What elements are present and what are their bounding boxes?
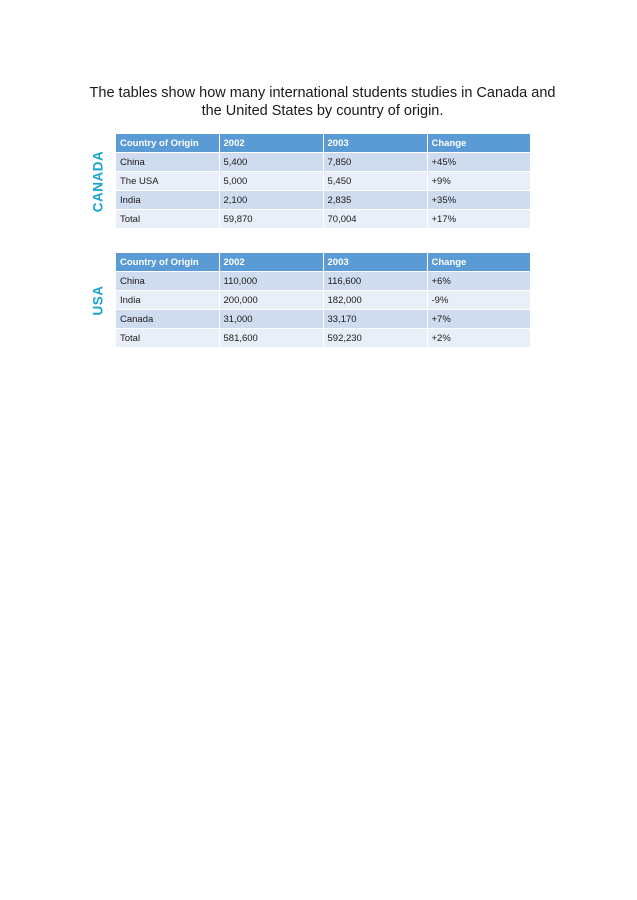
cell-2002: 31,000 — [219, 310, 323, 329]
header-2002: 2002 — [219, 253, 323, 272]
cell-country: Canada — [116, 310, 219, 329]
cell-2002: 581,600 — [219, 329, 323, 348]
header-country: Country of Origin — [116, 134, 219, 153]
cell-change: +6% — [427, 272, 530, 291]
cell-2003: 2,835 — [323, 191, 427, 210]
cell-2002: 200,000 — [219, 291, 323, 310]
usa-table — [116, 253, 530, 347]
cell-2003: 5,450 — [323, 172, 427, 191]
cell-change: +7% — [427, 310, 530, 329]
canada-table — [116, 134, 530, 228]
usa-side-label: USA — [90, 285, 106, 316]
cell-change: -9% — [427, 291, 530, 310]
cell-country: China — [116, 153, 219, 172]
table-row-total — [116, 329, 530, 348]
cell-2003: 7,850 — [323, 153, 427, 172]
cell-country: India — [116, 191, 219, 210]
cell-2003: 116,600 — [323, 272, 427, 291]
usa-section — [80, 253, 540, 348]
table-row-total — [116, 210, 530, 229]
cell-2002: 110,000 — [219, 272, 323, 291]
cell-change: +45% — [427, 153, 530, 172]
table-row — [116, 172, 530, 191]
page-title — [80, 84, 565, 120]
title-line-2: the United States by country of origin. — [201, 103, 444, 119]
cell-change: +9% — [427, 172, 530, 191]
table-row — [116, 153, 530, 172]
header-2003: 2003 — [323, 253, 427, 272]
table-header-row — [116, 134, 530, 153]
cell-2003: 592,230 — [323, 329, 427, 348]
cell-country: The USA — [116, 172, 219, 191]
table-row — [116, 310, 530, 329]
cell-2002: 59,870 — [219, 210, 323, 229]
cell-2003: 182,000 — [323, 291, 427, 310]
cell-country: India — [116, 291, 219, 310]
table-row — [116, 191, 530, 210]
header-change: Change — [427, 253, 530, 272]
header-change: Change — [427, 134, 530, 153]
header-2003: 2003 — [323, 134, 427, 153]
header-country: Country of Origin — [116, 253, 219, 272]
cell-2003: 70,004 — [323, 210, 427, 229]
canada-section — [80, 134, 540, 229]
table-header-row — [116, 253, 530, 272]
cell-2003: 33,170 — [323, 310, 427, 329]
table-row — [116, 291, 530, 310]
cell-country: Total — [116, 210, 219, 229]
cell-change: +35% — [427, 191, 530, 210]
canada-side-label: CANADA — [90, 150, 106, 213]
cell-2002: 5,400 — [219, 153, 323, 172]
cell-change: +2% — [427, 329, 530, 348]
cell-2002: 5,000 — [219, 172, 323, 191]
header-2002: 2002 — [219, 134, 323, 153]
table-row — [116, 272, 530, 291]
title-line-1: The tables show how many international students studies in Canada and — [89, 85, 556, 101]
cell-2002: 2,100 — [219, 191, 323, 210]
cell-change: +17% — [427, 210, 530, 229]
cell-country: Total — [116, 329, 219, 348]
cell-country: China — [116, 272, 219, 291]
